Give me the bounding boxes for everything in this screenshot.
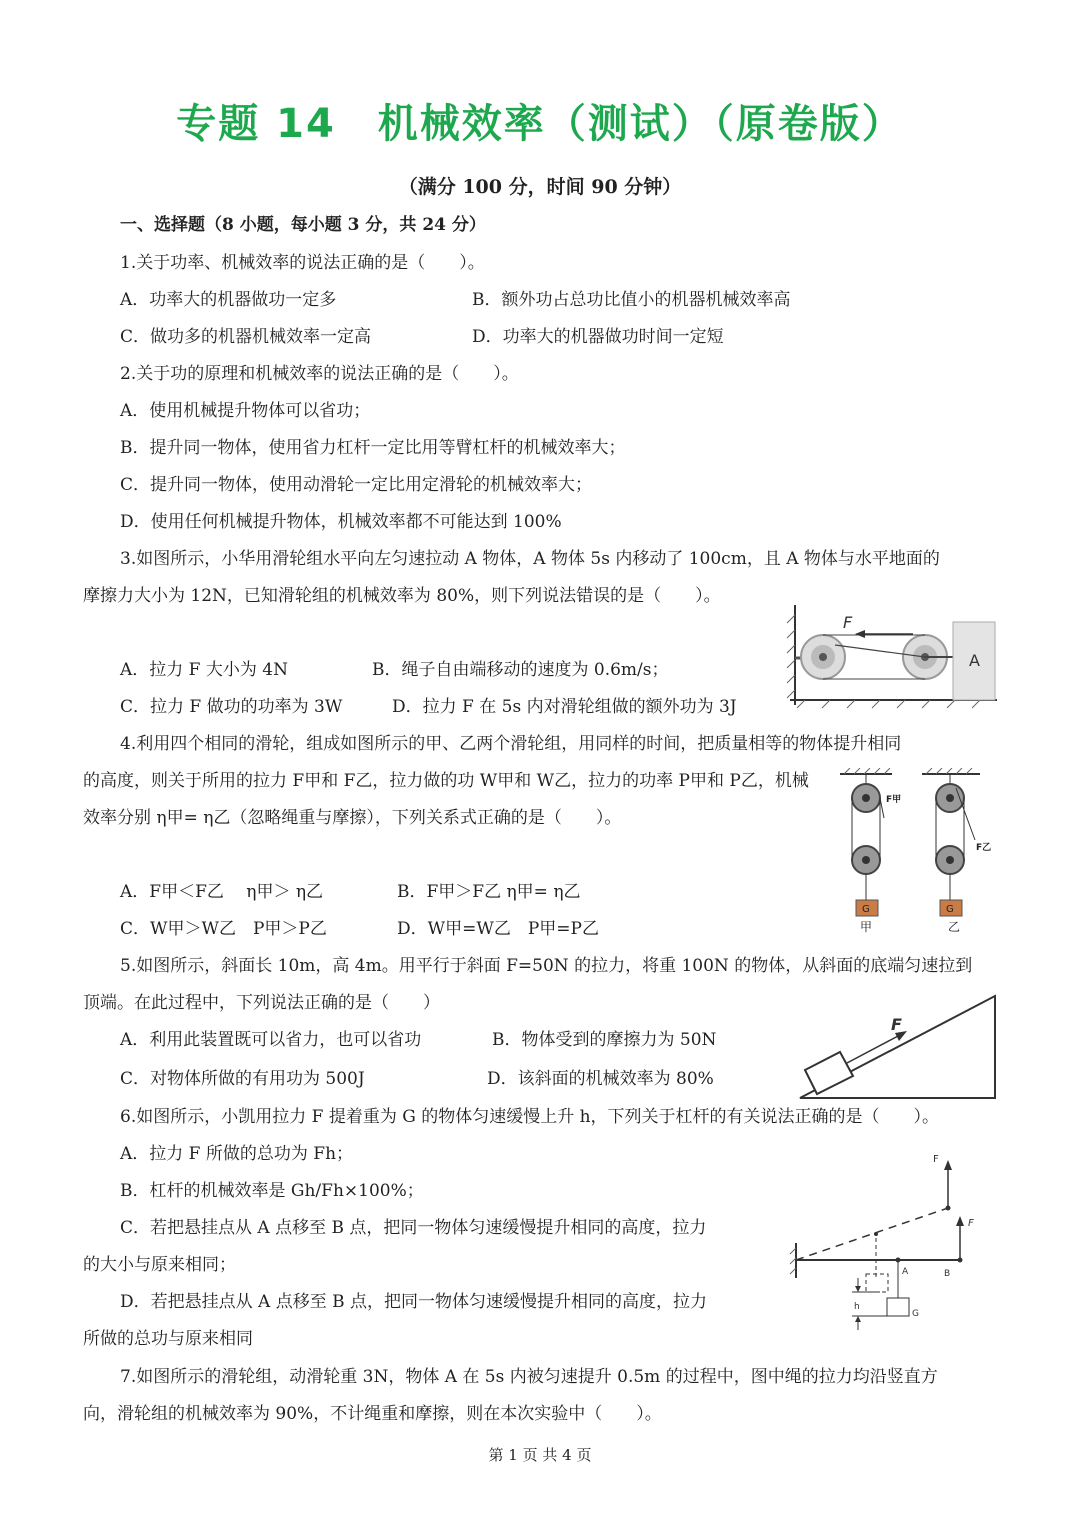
q3-option-a: A．拉力 F 大小为 4N [120,660,288,680]
q6-option-d-line1: D．若把悬挂点从 A 点移至 B 点，把同一物体匀速缓慢提升相同的高度，拉力 [120,1292,708,1312]
q4-fig-f-jia: F甲 [886,795,902,805]
q4-fig-g-jia: G [862,904,870,915]
q6-fig-g-label: G [912,1309,919,1319]
page-footer: 第 1 页 共 4 页 [488,1446,592,1464]
q3-option-c: C．拉力 F 做功的功率为 3W [120,697,343,717]
q2-option-d: D．使用任何机械提升物体，机械效率都不可能达到 100% [120,512,562,532]
q4-pulley-groups-figure [830,768,1000,938]
q4-option-c: C．W甲＞W乙 P甲＞P乙 [120,919,327,939]
q2-option-b: B．提升同一物体，使用省力杠杆一定比用等臂杠杆的机械效率大； [120,438,626,458]
q4-option-b: B．F甲＞F乙 η甲= η乙 [397,882,581,902]
q4-option-d: D．W甲=W乙 P甲=P乙 [397,919,599,939]
q6-option-b: B．杠杆的机械效率是 Gh/Fh×100%； [120,1181,424,1201]
q4-stem-line1: 4.利用四个相同的滑轮，组成如图所示的甲、乙两个滑轮组，用同样的时间，把质量相等的物体提升相同 [120,734,902,754]
q6-lever-figure [788,1148,993,1333]
q3-stem-line1: 3.如图所示，小华用滑轮组水平向左匀速拉动 A 物体，A 物体 5s 内移动了 100cm，且 A 物体与水平地面的 [120,549,940,569]
q1-option-b: B．额外功占总功比值小的机器机械效率高 [472,290,791,310]
section-heading: 一、选择题（8 小题，每小题 3 分，共 24 分） [120,215,486,235]
page-title: 专题 14 机械效率（测试）（原卷版） [176,101,904,147]
q5-stem-line1: 5.如图所示，斜面长 10m，高 4m。用平行于斜面 F=50N 的拉力，将重 100N 的物体，从斜面的底端匀速拉到 [120,956,973,976]
q4-fig-g-yi: G [946,904,954,915]
q7-stem-line1: 7.如图所示的滑轮组，动滑轮重 3N，物体 A 在 5s 内被匀速提升 0.5m 的过程中，图中绳的拉力均沿竖直方 [120,1367,938,1387]
q3-fig-a-label: A [969,651,980,670]
q5-stem-line2: 顶端。在此过程中，下列说法正确的是（ ） [83,993,440,1013]
q6-option-a: A．拉力 F 所做的总功为 Fh； [120,1144,354,1164]
q6-option-d-line2: 所做的总功与原来相同 [83,1329,253,1349]
q3-option-b: B．绳子自由端移动的速度为 0.6m/s； [372,660,669,680]
q1-option-c: C．做功多的机器机械效率一定高 [120,327,372,347]
q4-stem-line3: 效率分别 η甲= η乙（忽略绳重与摩擦），下列关系式正确的是（ ）。 [83,808,622,828]
q5-incline-figure [795,990,1000,1102]
q4-fig-jia-label: 甲 [860,920,873,934]
q2-option-a: A．使用机械提升物体可以省功； [120,401,371,421]
q1-option-a: A．功率大的机器做功一定多 [120,290,337,310]
q6-fig-f-right: F [968,1218,974,1229]
q6-fig-b-label: B [944,1269,951,1279]
q5-fig-f-label: F [891,1015,902,1034]
page-subtitle: （满分 100 分，时间 90 分钟） [398,176,682,198]
q3-stem-line2: 摩擦力大小为 12N，已知滑轮组的机械效率为 80%，则下列说法错误的是（ ）。 [83,586,721,606]
q6-option-c-line1: C．若把悬挂点从 A 点移至 B 点，把同一物体匀速缓慢提升相同的高度，拉力 [120,1218,707,1238]
q5-option-d: D．该斜面的机械效率为 80% [487,1069,714,1089]
q4-fig-f-yi: F乙 [976,843,992,853]
q6-fig-f-top: F [933,1154,939,1165]
q1-stem: 1.关于功率、机械效率的说法正确的是（ ）。 [120,253,485,273]
q6-fig-h-label: h [854,1302,860,1312]
q1-option-d: D．功率大的机器做功时间一定短 [472,327,724,347]
q6-fig-a-label: A [902,1267,909,1277]
q6-stem: 6.如图所示，小凯用拉力 F 提着重为 G 的物体匀速缓慢上升 h，下列关于杠杆的有关说法正确的是（ ）。 [120,1107,940,1127]
q2-stem: 2.关于功的原理和机械效率的说法正确的是（ ）。 [120,364,519,384]
q4-stem-line2: 的高度，则关于所用的拉力 F甲和 F乙，拉力做的功 W甲和 W乙，拉力的功率 P甲和 P乙，机械 [83,771,809,791]
q3-pulley-figure [785,600,1000,710]
q3-fig-f-label: F [843,613,853,632]
q5-option-b: B．物体受到的摩擦力为 50N [492,1030,717,1050]
q3-option-d: D．拉力 F 在 5s 内对滑轮组做的额外功为 3J [392,697,737,717]
q4-option-a: A．F甲＜F乙 η甲＞ η乙 [120,882,324,902]
q2-option-c: C．提升同一物体，使用动滑轮一定比用定滑轮的机械效率大； [120,475,593,495]
q6-option-c-line2: 的大小与原来相同； [83,1255,236,1275]
q5-option-a: A．利用此装置既可以省力，也可以省功 [120,1030,422,1050]
q5-option-c: C．对物体所做的有用功为 500J [120,1069,365,1089]
q4-fig-yi-label: 乙 [948,920,961,934]
q7-stem-line2: 向，滑轮组的机械效率为 90%，不计绳重和摩擦，则在本次实验中（ ）。 [83,1404,662,1424]
